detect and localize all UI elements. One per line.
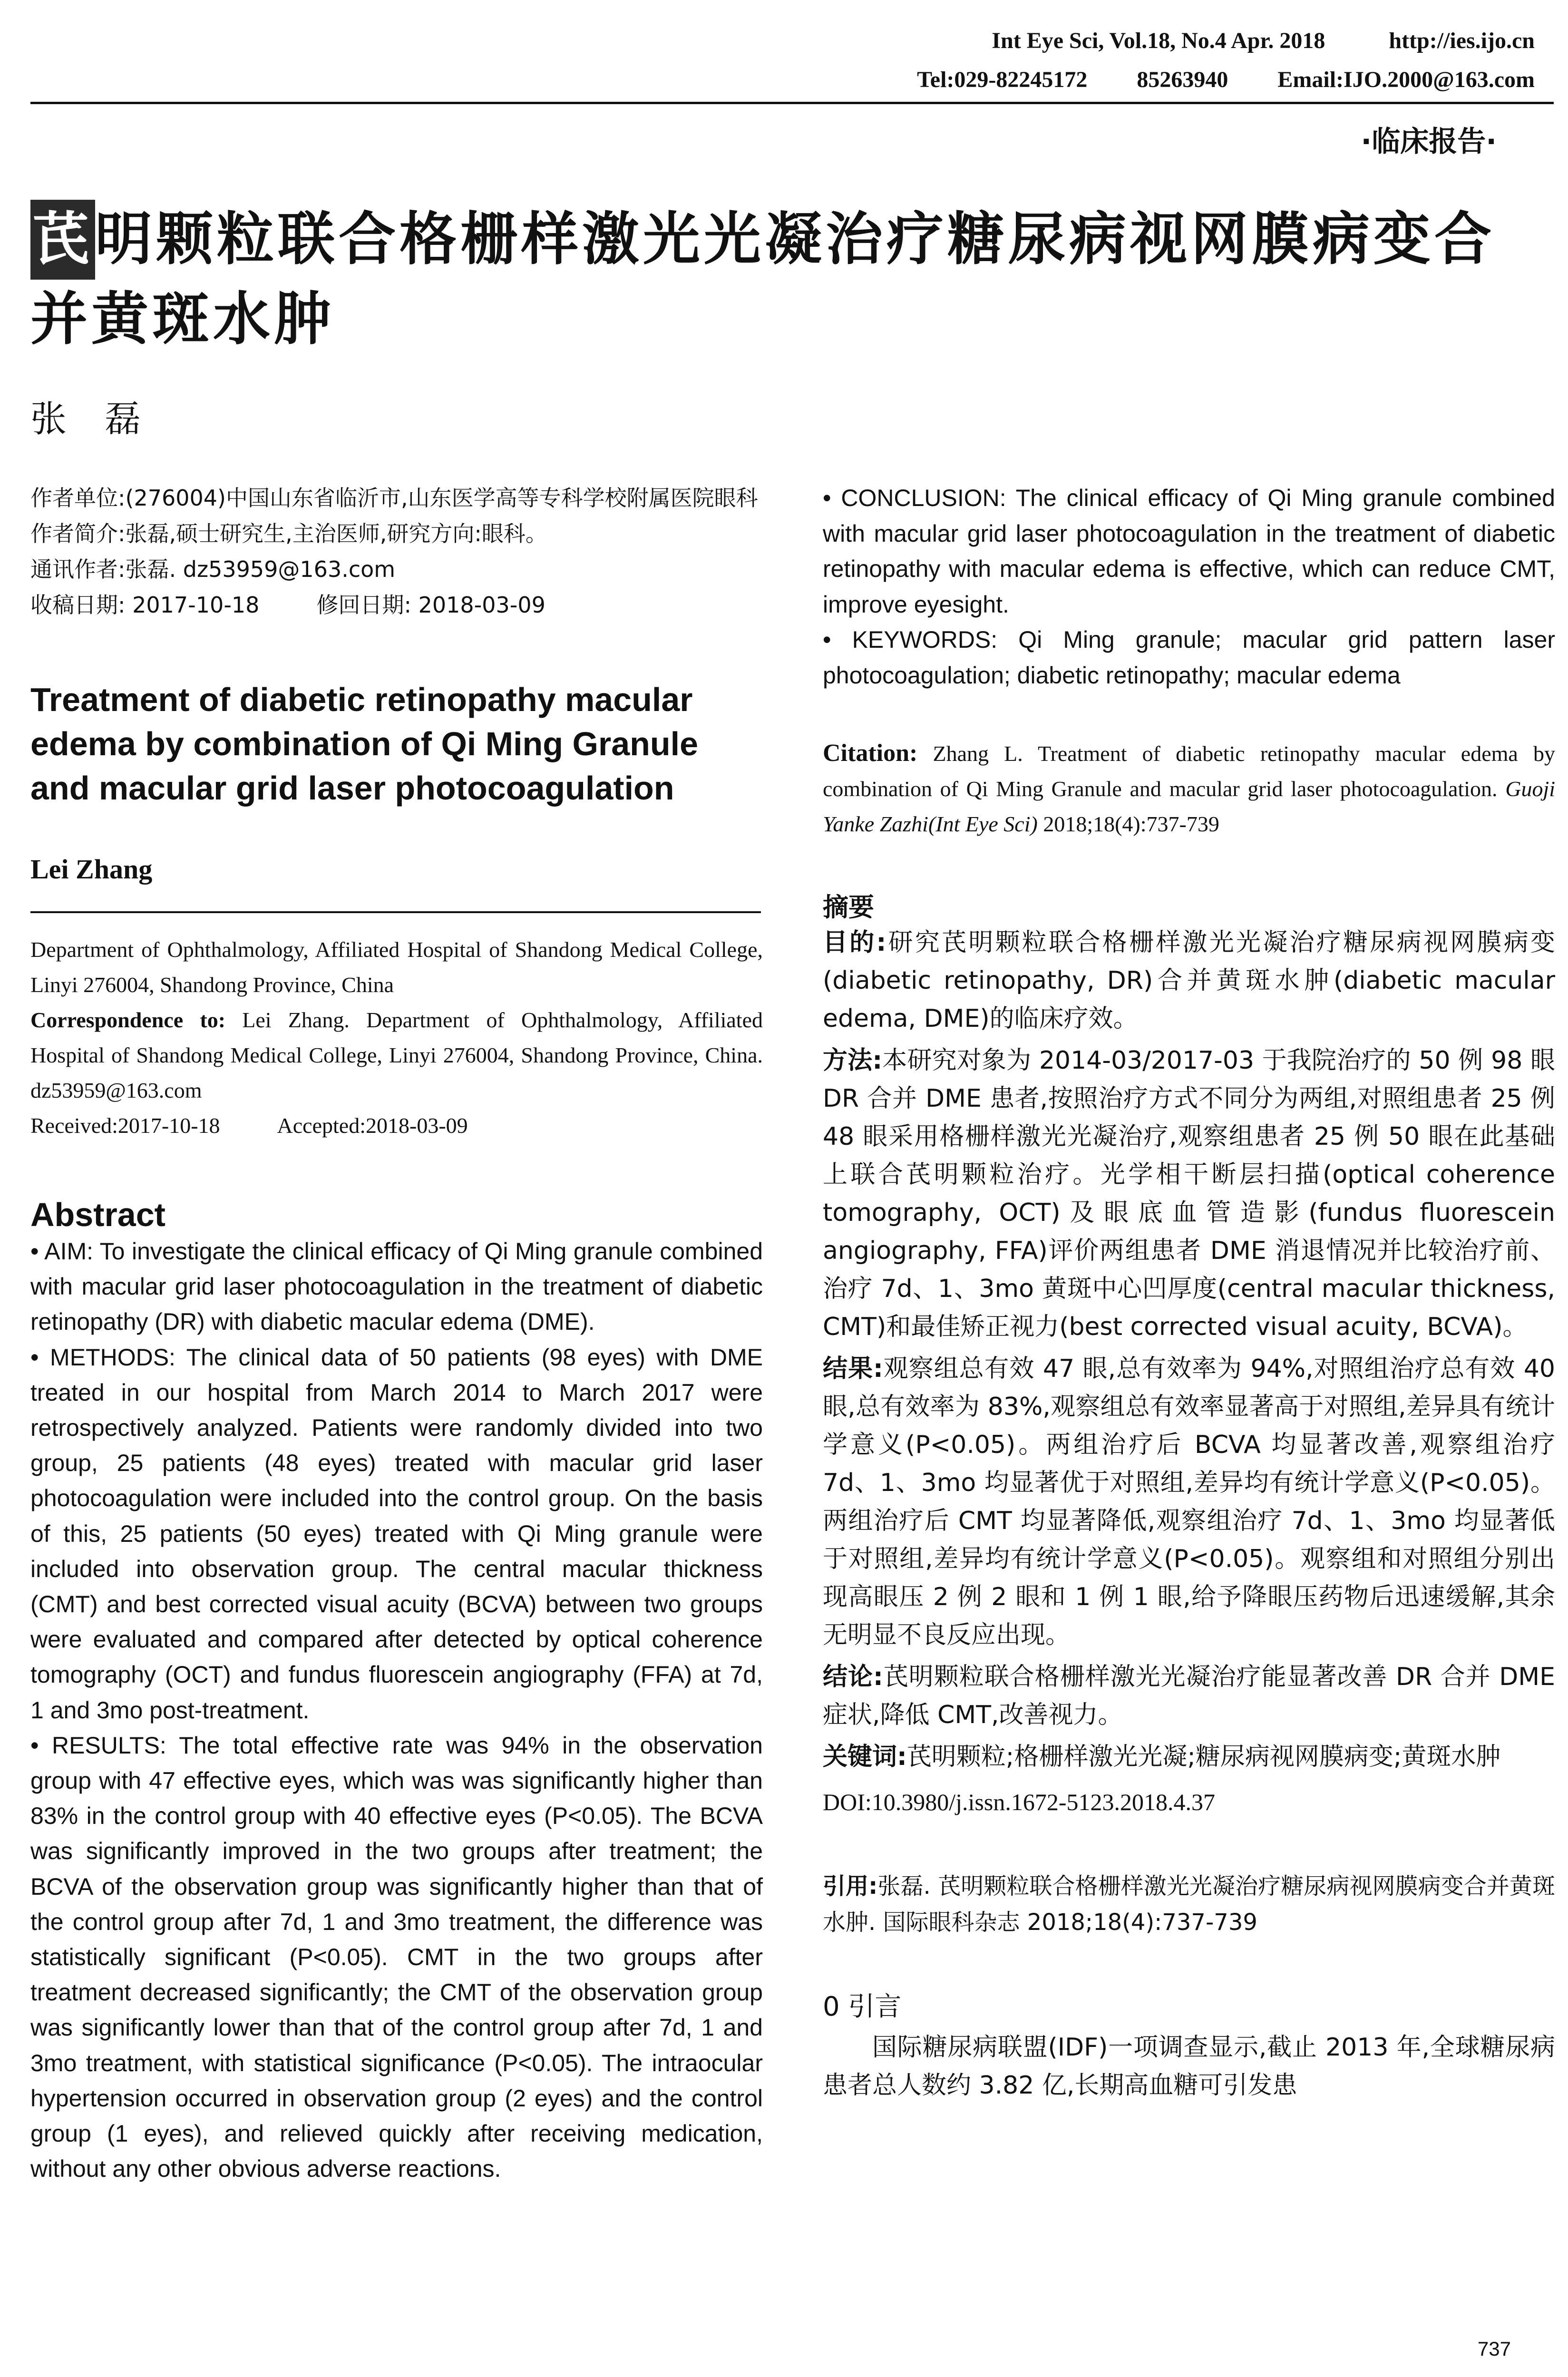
abstract-heading: Abstract xyxy=(30,1196,166,1233)
zhaiyao-body xyxy=(823,924,1555,1776)
citation-label: Citation: xyxy=(823,740,918,767)
doi: DOI:10.3980/j.issn.1672-5123.2018.4.37 xyxy=(823,1789,1215,1815)
zhaiyao-conclusion-label: 结论: xyxy=(823,1663,883,1691)
author-intro: 作者简介:张磊,硕士研究生,主治医师,研究方向:眼科。 xyxy=(30,521,547,546)
english-title: Treatment of diabetic retinopathy macular edema by combination of Qi Ming Granule and macular grid laser photocoagulation xyxy=(30,681,699,807)
zhaiyao-keywords-text: 芪明颗粒;格栅样激光光凝;糖尿病视网膜病变;黄斑水肿 xyxy=(906,1743,1501,1771)
abstract-keywords: • KEYWORDS: Qi Ming granule; macular grid pattern laser photocoagulation; diabetic retinopathy; macular edema xyxy=(823,626,1555,689)
journal-contact-line xyxy=(917,67,1535,93)
section-label: ·临床报告· xyxy=(1361,125,1497,158)
intro-paragraph: 国际糖尿病联盟(IDF)一项调查显示,截止 2013 年,全球糖尿病患者总人数约 3.82 亿,长期高血糖可引发患 xyxy=(823,2033,1555,2100)
citation-journal: Guoji Yanke Zazhi(Int Eye Sci) xyxy=(823,777,1555,836)
journal-tel: Tel:029-82245172 xyxy=(917,67,1088,92)
zhaiyao-aim xyxy=(823,924,1555,1038)
revised-date-cn: 修回日期: 2018-03-09 xyxy=(316,592,545,618)
abstract-conclusion: • CONCLUSION: The clinical efficacy of Qi Ming granule combined with macular grid laser photocoagulation in the treatment of diabetic retinopathy with macular edema is effective, which can reduce CMT, improve eyesight. xyxy=(823,485,1555,618)
zhaiyao-methods-label: 方法: xyxy=(823,1046,883,1075)
dates-en xyxy=(30,1108,763,1143)
abstract-methods: • METHODS: The clinical data of 50 patients (98 eyes) with DME treated in our hospital from March 2014 to March 2017 were retrospectively analyzed. Patients were randomly divided into two group, 25 patients (48 eyes) treated with macular grid laser photocoagulation were included into the control group. On the basis of this, 25 patients (50 eyes) treated with Qi Ming granule were included into observation group. The central macular thickness (CMT) and best corrected visual acuity (BCVA) between two groups were evaluated and compared after detected by optical coherence tomography (OCT) and fundus fluorescein angiography (FFA) at 7d, 1 and 3mo post-treatment. xyxy=(30,1344,763,1724)
journal-tel2: 85263940 xyxy=(1137,67,1228,92)
right-column xyxy=(823,480,1555,2104)
page-number: 737 xyxy=(1477,2338,1511,2360)
citation-en xyxy=(823,736,1555,842)
zhaiyao-keywords xyxy=(823,1738,1555,1776)
zhaiyao-keywords-label: 关键词: xyxy=(823,1743,907,1771)
citation-cn-text: 张磊. 芪明颗粒联合格栅样激光光凝治疗糖尿病视网膜病变合并黄斑水肿. 国际眼科杂志 2018;18(4):737-739 xyxy=(823,1873,1555,1936)
zhaiyao-methods xyxy=(823,1042,1555,1346)
title-first-char: 芪 xyxy=(30,200,95,280)
citation-cn-label: 引用: xyxy=(823,1873,878,1900)
author-rule xyxy=(30,911,761,913)
zhaiyao-conclusion-text: 芪明颗粒联合格栅样激光光凝治疗能显著改善 DR 合并 DME 症状,降低 CMT,改善视力。 xyxy=(823,1663,1555,1729)
article-title xyxy=(30,200,1552,360)
author-meta-cn xyxy=(30,480,763,623)
citation-text: Zhang L. Treatment of diabetic retinopathy macular edema by combination of Qi Ming Granule and macular grid laser photocoagulation. xyxy=(823,741,1555,801)
journal-email: Email:IJO.2000@163.com xyxy=(1277,67,1535,92)
department: Department of Ophthalmology, Affiliated Hospital of Shandong Medical College, Linyi 276004, Shandong Province, China xyxy=(30,937,763,997)
citation-cn xyxy=(823,1868,1555,1940)
zhaiyao-results-text: 观察组总有效 47 眼,总有效率为 94%,对照组治疗总有效 40 眼,总有效率为 83%,观察组总有效率显著高于对照组,差异具有统计学意义(P<0.05)。两组治疗后 BCVA 均显著改善,观察组治疗 7d、1、3mo 均显著优于对照组,差异均有统计学意义(P<0.05)。两组治疗后 CMT 均显著降低,观察组治疗 7d、1、3mo 均显著低于对照组,差异均有统计学意义(P<0.05)。观察组和对照组分别出现高眼压 2 例 2 眼和 1 例 1 眼,给予降眼压药物后迅速缓解,其余无明显不良反应出现。 xyxy=(823,1354,1555,1649)
left-column xyxy=(30,480,763,2186)
author-name-cn: 张磊 xyxy=(30,398,179,440)
journal-website: http://ies.ijo.cn xyxy=(1389,28,1535,53)
zhaiyao-heading: 摘要 xyxy=(823,892,874,922)
zhaiyao-aim-label: 目的: xyxy=(823,928,886,957)
abstract-aim: • AIM: To investigate the clinical efficacy of Qi Ming granule combined with macular grid laser photocoagulation in the treatment of diabetic retinopathy (DR) with diabetic macular edema (DME). xyxy=(30,1238,763,1335)
english-author: Lei Zhang xyxy=(30,854,153,885)
received-date-en: Received:2017-10-18 xyxy=(30,1113,220,1138)
citation-tail: 2018;18(4):737-739 xyxy=(1037,812,1219,836)
abstract-body xyxy=(30,1234,763,2186)
journal-header-line xyxy=(992,28,1535,54)
zhaiyao-methods-text: 本研究对象为 2014-03/2017-03 于我院治疗的 50 例 98 眼 DR 合并 DME 患者,按照治疗方式不同分为两组,对照组患者 25 例 48 眼采用格栅样激光光凝治疗,观察组患者 25 例 50 眼在此基础上联合芪明颗粒治疗。光学相干断层扫描(optical coherence tomography, OCT)及眼底血管造影(fundus fluorescein angiography, FFA)评价两组患者 DME 消退情况并比较治疗前、治疗 7d、1、3mo 黄斑中心凹厚度(central macular thickness, CMT)和最佳矫正视力(best corrected visual acuity, BCVA)。 xyxy=(823,1046,1555,1341)
author-unit: 作者单位:(276004)中国山东省临沂市,山东医学高等专科学校附属医院眼科 xyxy=(30,485,758,511)
intro-heading: 0 引言 xyxy=(823,1991,902,2022)
received-date-cn: 收稿日期: 2017-10-18 xyxy=(30,592,260,618)
correspondence-text: Lei Zhang. Department of Ophthalmology, Affiliated Hospital of Shandong Medical College, Linyi 276004, Shandong Province, China. dz53959@163.com xyxy=(30,1008,763,1102)
journal-issue: Int Eye Sci, Vol.18, No.4 Apr. 2018 xyxy=(992,28,1325,53)
zhaiyao-conclusion xyxy=(823,1658,1555,1734)
abstract-results: • RESULTS: The total effective rate was 94% in the observation group with 47 effective eyes, which was was significantly higher than 83% in the control group with 40 effective eyes (P<0.05). The BCVA was significantly improved in the two groups after treatment; the BCVA of the observation group was significantly higher than that of the control group after 7d, 1 and 3mo treatment, the difference was statistically significant (P<0.05). CMT in the two groups after treatment decreased significantly; the CMT of the observation group was significantly lower than that of the control group after 7d, 1 and 3mo treatment, with statistical significance (P<0.05). The intraocular hypertension occurred in observation group (2 eyes) and the control group (1 eyes), and relieved quickly after receiving medication, without any other obvious adverse reactions. xyxy=(30,1732,763,2182)
affiliation-block xyxy=(30,932,763,1143)
header-rule xyxy=(30,102,1554,104)
zhaiyao-results xyxy=(823,1350,1555,1654)
title-rest: 明颗粒联合格栅样激光光凝治疗糖尿病视网膜病变合并黄斑水肿 xyxy=(30,206,1495,352)
correspondence xyxy=(30,1003,763,1108)
correspondence-label: Correspondence to: xyxy=(30,1008,226,1032)
zhaiyao-aim-text: 研究芪明颗粒联合格栅样激光光凝治疗糖尿病视网膜病变(diabetic retinopathy, DR)合并黄斑水肿(diabetic macular edema, DME)的临床疗效。 xyxy=(823,928,1555,1033)
zhaiyao-results-label: 结果: xyxy=(823,1354,883,1383)
corresponding-author: 通讯作者:张磊. dz53959@163.com xyxy=(30,556,396,582)
abstract-continued xyxy=(823,480,1555,693)
accepted-date-en: Accepted:2018-03-09 xyxy=(277,1113,468,1138)
dates-cn xyxy=(30,587,763,623)
